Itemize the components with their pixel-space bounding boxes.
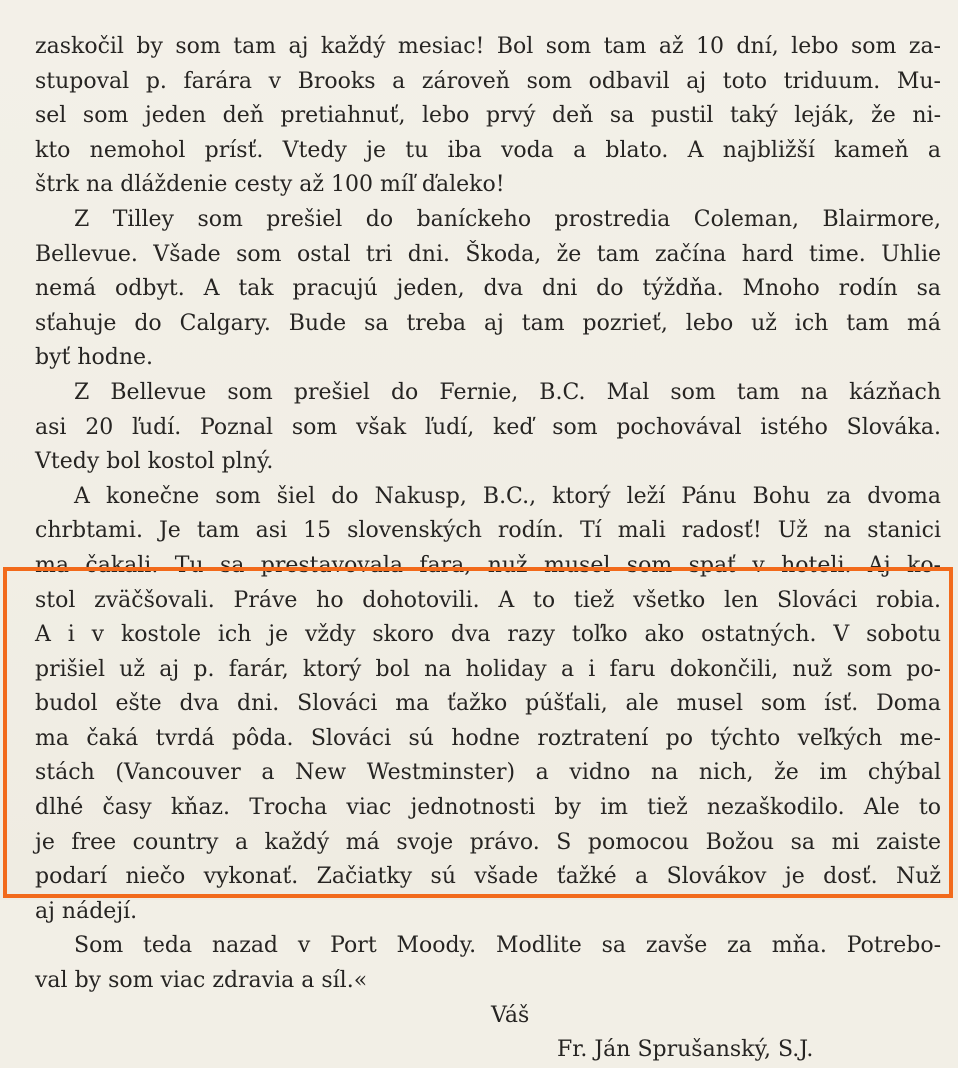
text-line: A konečne som šiel do Nakusp, B.C., ktorý leží Pánu Bohu za dvoma [74, 483, 941, 509]
text-line: sel som jeden deň pretiahnuť, lebo prvý deň sa pustil taký leják, že ni- [35, 103, 941, 129]
letter-text [35, 30, 941, 1068]
text-line: Z Tilley som prešiel do baníckeho prostredia Coleman, Blairmore, [74, 206, 941, 232]
text-line: sťahuje do Calgary. Bude sa treba aj tam pozrieť, lebo už ich tam má [35, 310, 941, 336]
text-line: kto nemohol prísť. Vtedy je tu iba voda a blato. A najbližší kameň a [35, 137, 941, 163]
text-line: dlhé časy kňaz. Trocha viac jednotnosti by im tiež nezaškodilo. Ale to [35, 795, 941, 821]
text-line: nemá odbyt. A tak pracujú jeden, dva dni do týždňa. Mnoho rodín sa [35, 276, 941, 302]
text-line: je free country a každý má svoje právo. S pomocou Božou sa mi zaiste [35, 829, 941, 855]
text-line: chrbtami. Je tam asi 15 slovenských rodín. Tí mali radosť! Už na stanici [35, 518, 941, 544]
text-line: Bellevue. Všade som ostal tri dni. Škoda, že tam začína hard time. Uhlie [35, 241, 941, 267]
text-line: Z Bellevue som prešiel do Fernie, B.C. Mal som tam na kázňach [74, 379, 941, 405]
text-line: asi 20 ľudí. Poznal som však ľudí, keď som pochovával istého Slováka. [35, 414, 941, 440]
text-line: prišiel už aj p. farár, ktorý bol na holiday a i faru dokončili, nuž som po- [35, 656, 941, 682]
text-line: ma čakali. Tu sa prestavovala fara, nuž musel som spať v hoteli. Aj ko- [35, 552, 941, 578]
text-line: štrk na dláždenie cesty až 100 míľ ďaleko! [35, 172, 505, 198]
text-line: budol ešte dva dni. Slováci ma ťažko púšťali, ale musel som ísť. Doma [35, 691, 941, 717]
signature-line: Fr. Ján Sprušanský, S.J. [557, 1037, 814, 1063]
text-line: zaskočil by som tam aj každý mesiac! Bol som tam až 10 dní, lebo som za- [35, 34, 941, 59]
text-line: stol zväčšovali. Práve ho dohotovili. A to tiež všetko len Slováci robia. [35, 587, 941, 613]
text-line: val by som viac zdravia a síl.« [35, 968, 368, 994]
text-line: byť hodne. [35, 345, 154, 371]
text-line: stách (Vancouver a New Westminster) a vidno na nich, že im chýbal [35, 760, 941, 786]
text-line: Som teda nazad v Port Moody. Modlite sa zavše za mňa. Potrebo- [74, 933, 941, 959]
text-line: A i v kostole ich je vždy skoro dva razy toľko ako ostatných. V sobotu [35, 622, 941, 648]
text-line: Vtedy bol kostol plný. [35, 449, 274, 475]
text-line: aj nádejí. [35, 898, 138, 924]
closing-salutation: Váš [491, 1002, 530, 1028]
text-line: stupoval p. farára v Brooks a zároveň som odbavil aj toto triduum. Mu- [35, 68, 941, 94]
text-line: ma čaká tvrdá pôda. Slováci sú hodne roztratení po týchto veľkých me- [35, 725, 941, 751]
text-line: podarí niečo vykonať. Začiatky sú všade ťažké a Slovákov je dosť. Nuž [35, 864, 941, 890]
